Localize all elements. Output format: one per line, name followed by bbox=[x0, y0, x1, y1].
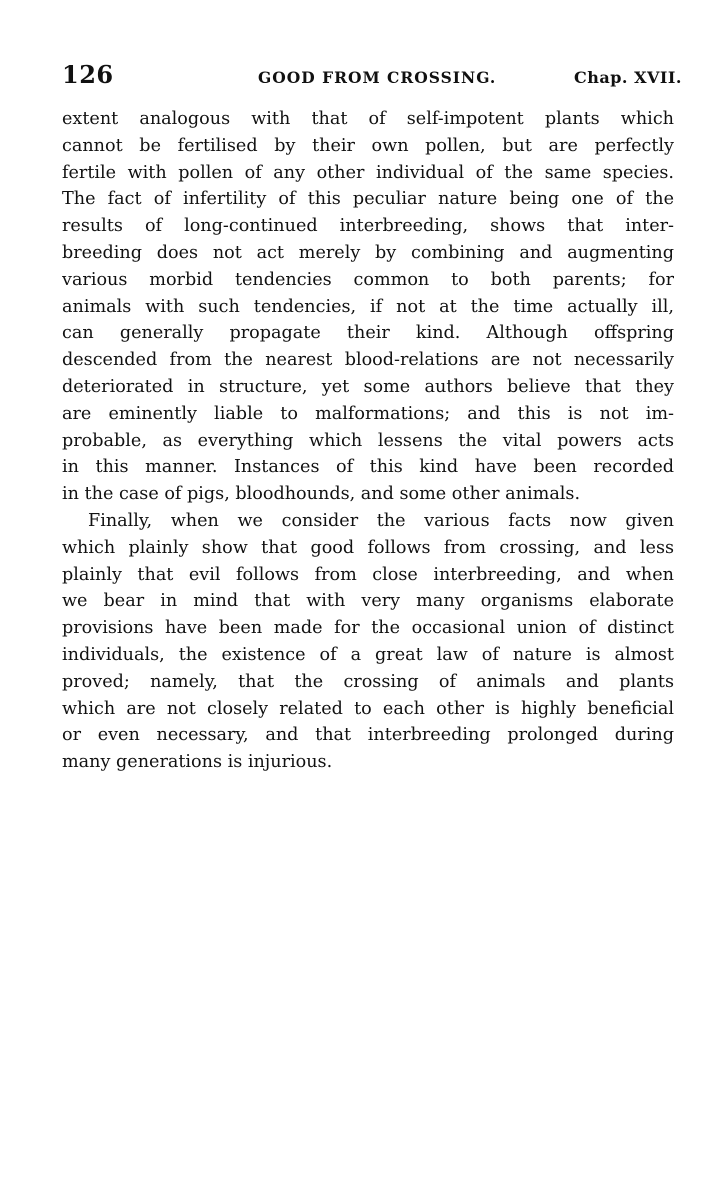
text-line: which are not closely related to each other is highly beneficial bbox=[62, 698, 674, 719]
text-line: individuals, the existence of a great law of nature is almost bbox=[62, 644, 674, 665]
text-line: plainly that evil follows from close interbreeding, and when bbox=[62, 564, 674, 585]
text-line: fertile with pollen of any other individual of the same species. bbox=[62, 162, 674, 183]
text-line: in the case of pigs, bloodhounds, and some other animals. bbox=[62, 484, 581, 505]
text-line: animals with such tendencies, if not at the time actually ill, bbox=[62, 296, 674, 317]
text-line: probable, as everything which lessens the vital powers acts bbox=[62, 430, 674, 451]
text-line: which plainly show that good follows from crossing, and less bbox=[62, 537, 674, 558]
text-line: can generally propagate their kind. Although offspring bbox=[62, 323, 674, 344]
text-line: breeding does not act merely by combining and augmenting bbox=[62, 242, 674, 263]
text-line: provisions have been made for the occasional union of distinct bbox=[62, 618, 674, 639]
text-line: descended from the nearest blood-relations are not necessarily bbox=[62, 350, 674, 371]
text-line: The fact of infertility of this peculiar nature being one of the bbox=[62, 189, 674, 210]
paragraph bbox=[62, 106, 674, 508]
text-line: are eminently liable to malformations; and this is not im- bbox=[62, 403, 674, 424]
text-line: proved; namely, that the crossing of animals and plants bbox=[62, 671, 674, 692]
text-line: in this manner. Instances of this kind have been recorded bbox=[62, 457, 674, 478]
text-line: various morbid tendencies common to both parents; for bbox=[62, 269, 674, 290]
text-line: results of long-continued interbreeding, shows that inter- bbox=[62, 216, 674, 237]
text-line: many generations is injurious. bbox=[62, 752, 333, 773]
text-line: or even necessary, and that interbreeding prolonged during bbox=[62, 725, 674, 746]
body-text bbox=[62, 106, 674, 776]
chapter-label: Chap. XVII. bbox=[574, 68, 682, 87]
page-number: 126 bbox=[62, 60, 114, 89]
text-line: deteriorated in structure, yet some authors believe that they bbox=[62, 376, 674, 397]
text-line: we bear in mind that with very many organisms elaborate bbox=[62, 591, 674, 612]
paragraph bbox=[62, 508, 674, 776]
text-line: extent analogous with that of self-impotent plants which bbox=[62, 109, 674, 129]
text-line: cannot be fertilised by their own pollen, but are perfectly bbox=[62, 135, 674, 156]
text-line: Finally, when we consider the various facts now given bbox=[88, 510, 674, 531]
running-title: GOOD FROM CROSSING. bbox=[258, 68, 497, 87]
running-head bbox=[62, 60, 682, 92]
